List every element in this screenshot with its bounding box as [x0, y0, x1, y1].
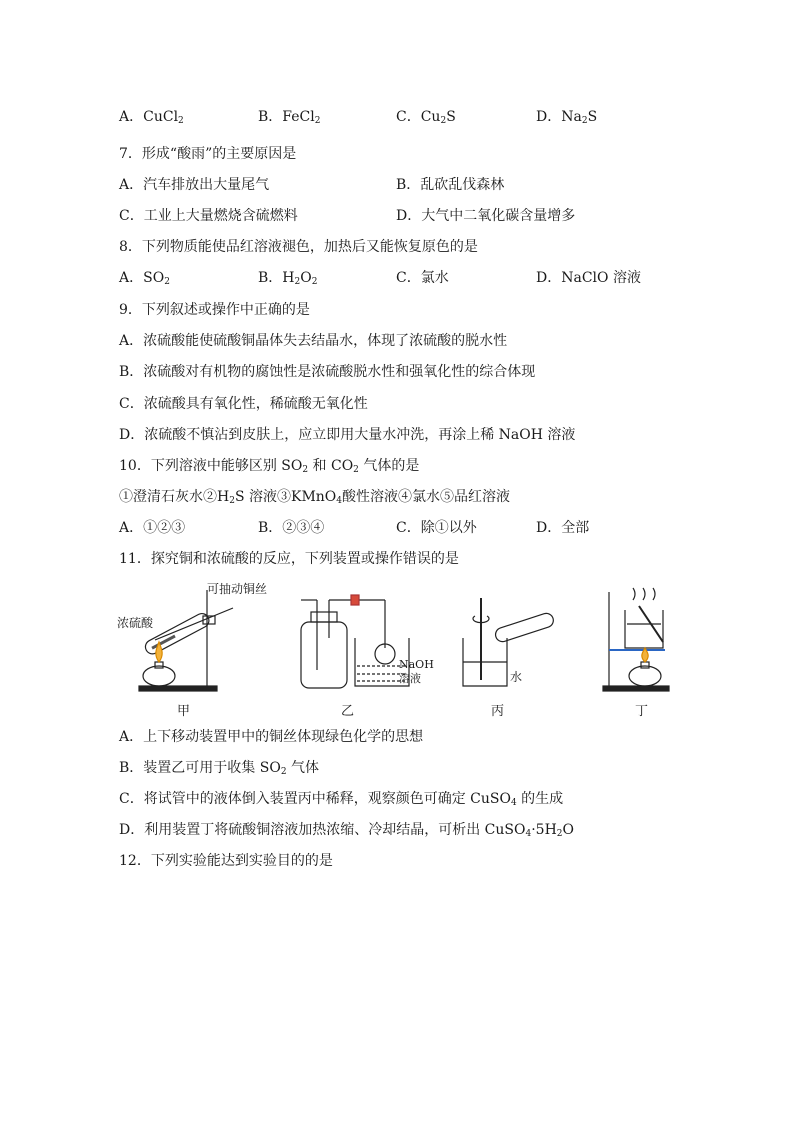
beaker-d — [625, 610, 663, 648]
copper-wire — [155, 608, 233, 640]
q9-option-c: C．浓硫酸具有氧化性，稀硫酸无氧化性 — [119, 396, 368, 412]
caption-bing: 丙 — [491, 704, 505, 719]
q10-stem: 10．下列溶液中能够区别 $SO_2$ 和 $CO_2$ 气体的是 — [119, 458, 420, 475]
tube-joint — [351, 595, 359, 605]
alcohol-lamp-a — [143, 666, 175, 686]
caption-yi: 乙 — [341, 704, 355, 719]
label-water: 水 — [510, 670, 523, 684]
test-tube-c — [494, 612, 555, 644]
q9-option-a: A．浓硫酸能使硫酸铜晶体失去结晶水，体现了浓硫酸的脱水性 — [119, 333, 508, 349]
q11-option-c: C．将试管中的液体倒入装置丙中稀释，观察颜色可确定 CuSO$_4$ 的生成 — [119, 791, 564, 808]
q10-items: ①澄清石灰水$②H_2S$ 溶液③KMnO$_4$酸性溶液④氯水⑤品红溶液 — [119, 489, 511, 506]
apparatus-figure — [115, 578, 695, 718]
stand-base-d — [603, 686, 669, 691]
label-copper-wire: 可抽动铜丝 — [207, 582, 268, 596]
q10-option-a: A．①②③ — [119, 520, 186, 536]
caption-ding: 丁 — [635, 704, 649, 719]
q7-option-b: B．乱砍乱伐森林 — [396, 177, 505, 193]
caption-jia: 甲 — [177, 704, 191, 719]
label-conc-acid: 浓硫酸 — [117, 616, 154, 630]
q8-option-b: B．$H_2O_2$ — [258, 270, 318, 287]
q7-option-a: A．汽车排放出大量尾气 — [119, 177, 270, 193]
q12-stem: 12．下列实验能达到实验目的的是 — [119, 853, 333, 869]
test-tube-a — [143, 611, 211, 656]
gas-bottle — [301, 622, 347, 688]
q8-stem: 8．下列物质能使品红溶液褪色，加热后又能恢复原色的是 — [119, 239, 478, 255]
q8-option-c: C．氯水 — [396, 270, 449, 286]
q9-option-d: D．浓硫酸不慎沾到皮肤上，应立即用大量水冲洗，再涂上稀 NaOH 溶液 — [119, 427, 576, 443]
q11-option-a: A．上下移动装置甲中的铜丝体现绿色化学的思想 — [119, 729, 424, 745]
q11-option-d: D．利用装置丁将硫酸铜溶液加热浓缩、冷却结晶，可析出 $CuSO_4\cdot 5H_2O$ — [119, 822, 575, 839]
q11-option-b: B．装置乙可用于收集 $SO_2$ 气体 — [119, 760, 319, 777]
q6-option-c: C．$Cu_2S$ — [396, 109, 456, 126]
q9-stem: 9．下列叙述或操作中正确的是 — [119, 302, 310, 318]
alcohol-lamp-d — [629, 666, 661, 686]
q7-option-d: D．大气中二氧化碳含量增多 — [396, 208, 576, 224]
q7-stem: 7．形成“酸雨”的主要原因是 — [119, 146, 297, 162]
q10-option-b: B．②③④ — [258, 520, 325, 536]
label-solution: 溶液 — [399, 672, 421, 685]
q11-stem: 11．探究铜和浓硫酸的反应，下列装置或操作错误的是 — [119, 551, 459, 567]
q8-option-a: A．$SO_2$ — [119, 270, 170, 287]
q6-option-b: B．FeCl$_2$ — [258, 109, 321, 126]
label-naoh: NaOH — [399, 658, 434, 671]
q7-option-c: C．工业上大量燃烧含硫燃料 — [119, 208, 298, 224]
stand-base-a — [139, 686, 217, 691]
steam-lines — [633, 588, 655, 600]
q10-option-c: C．除①以外 — [396, 520, 477, 536]
q10-option-d: D．全部 — [536, 520, 590, 536]
q8-option-d: D．NaClO 溶液 — [536, 270, 641, 286]
q6-option-a: A．CuCl$_2$ — [119, 109, 184, 126]
q6-option-d: D．$Na_2S$ — [536, 109, 598, 126]
apparatus-drawing — [115, 578, 695, 718]
q9-option-b: B．浓硫酸对有机物的腐蚀性是浓硫酸脱水性和强氧化性的综合体现 — [119, 364, 536, 380]
